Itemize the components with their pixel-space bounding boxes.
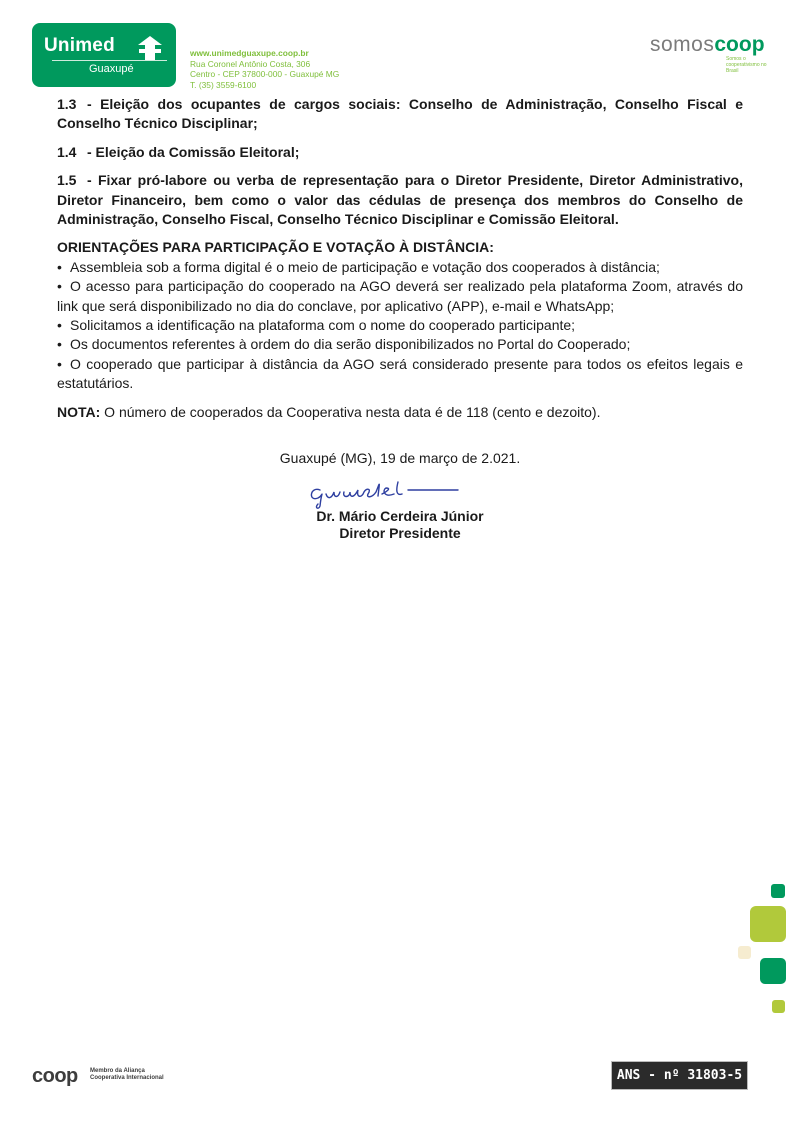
unimed-tree-icon <box>135 35 165 61</box>
somos-coop-logo <box>650 33 765 57</box>
agenda-item-1-4: 1.4 - Eleição da Comissão Eleitoral; <box>57 143 300 160</box>
document-body <box>57 95 743 422</box>
signatory-name: Dr. Mário Cerdeira Júnior <box>316 508 484 524</box>
signatory-role: Diretor Presidente <box>339 525 461 541</box>
bullet-icon: • <box>57 317 62 334</box>
unimed-logo <box>32 23 176 87</box>
note <box>57 403 743 422</box>
alliance-text: Membro da Aliança Cooperativa Internacional <box>90 1068 164 1081</box>
coop-footer-logo: coop <box>32 1065 78 1087</box>
decor-square <box>738 946 751 959</box>
decor-square <box>772 1000 785 1013</box>
logo-divider <box>52 60 167 61</box>
logo-brand: Unimed <box>44 35 115 56</box>
signatory <box>0 508 800 542</box>
list-item: • O cooperado que participar à distância da AGO será considerado presente para todos os efeitos legais e estatutários. <box>57 355 743 392</box>
somos-tagline: Somos o cooperativismo no Brasil <box>726 56 767 74</box>
agenda-item-1-3: 1.3 - Eleição dos ocupantes de cargos sociais: Conselho de Administração, Conselho Fiscal e Conselho Técnico Disciplinar; <box>57 96 743 132</box>
phone: T. (35) 3559-6100 <box>190 79 257 90</box>
note-label: NOTA: <box>57 403 101 420</box>
list-item: • O acesso para participação do cooperado na AGO deverá ser realizado pela plataforma Zoom, através do link que será disponibilizado no dia do conclave, por aplicativo (APP), e-mail e WhatsApp; <box>57 278 743 314</box>
address-line-2: Centro - CEP 37800-000 - Guaxupé MG <box>190 69 340 80</box>
note-text: O número de cooperados da Cooperativa nesta data é de 118 (cento e dezoito). <box>100 403 601 420</box>
agenda-item-1-5: 1.5 - Fixar pró-labore ou verba de representação para o Diretor Presidente, Diretor Administrativo, Diretor Financeiro, bem como o valor das cédulas de presença dos membros do Conselho de Administração, Conselho Fiscal, Conselho Técnico Disciplinar e Comissão Eleitoral. <box>57 172 743 228</box>
decor-square <box>760 958 786 984</box>
place-date: Guaxupé (MG), 19 de março de 2.021. <box>279 450 521 466</box>
handwritten-signature <box>306 476 476 512</box>
decor-square <box>771 884 785 898</box>
list-item: • Assembleia sob a forma digital é o meio de participação e votação dos cooperados à distância; <box>57 258 743 277</box>
bullet-icon: • <box>57 355 62 372</box>
list-item: • Solicitamos a identificação na plataforma com o nome do cooperado participante; <box>57 316 743 335</box>
address-line-1: Rua Coronel Antônio Costa, 306 <box>190 58 311 69</box>
bullet-icon: • <box>57 336 62 353</box>
decor-square <box>750 906 786 942</box>
logo-city: Guaxupé <box>89 63 134 75</box>
ans-badge: ANS - nº 31803-5 <box>612 1062 747 1089</box>
somos-coop-word: coop <box>714 33 765 56</box>
somos-prefix: somos <box>650 33 715 56</box>
bullet-icon: • <box>57 278 62 295</box>
bullet-icon: • <box>57 258 62 275</box>
orientations-title: ORIENTAÇÕES PARA PARTICIPAÇÃO E VOTAÇÃO À DISTÂNCIA: <box>57 239 494 256</box>
list-item: • Os documentos referentes à ordem do dia serão disponibilizados no Portal do Cooperado; <box>57 335 743 354</box>
website-link[interactable]: www.unimedguaxupe.coop.br <box>190 48 309 58</box>
header-address <box>190 48 339 90</box>
